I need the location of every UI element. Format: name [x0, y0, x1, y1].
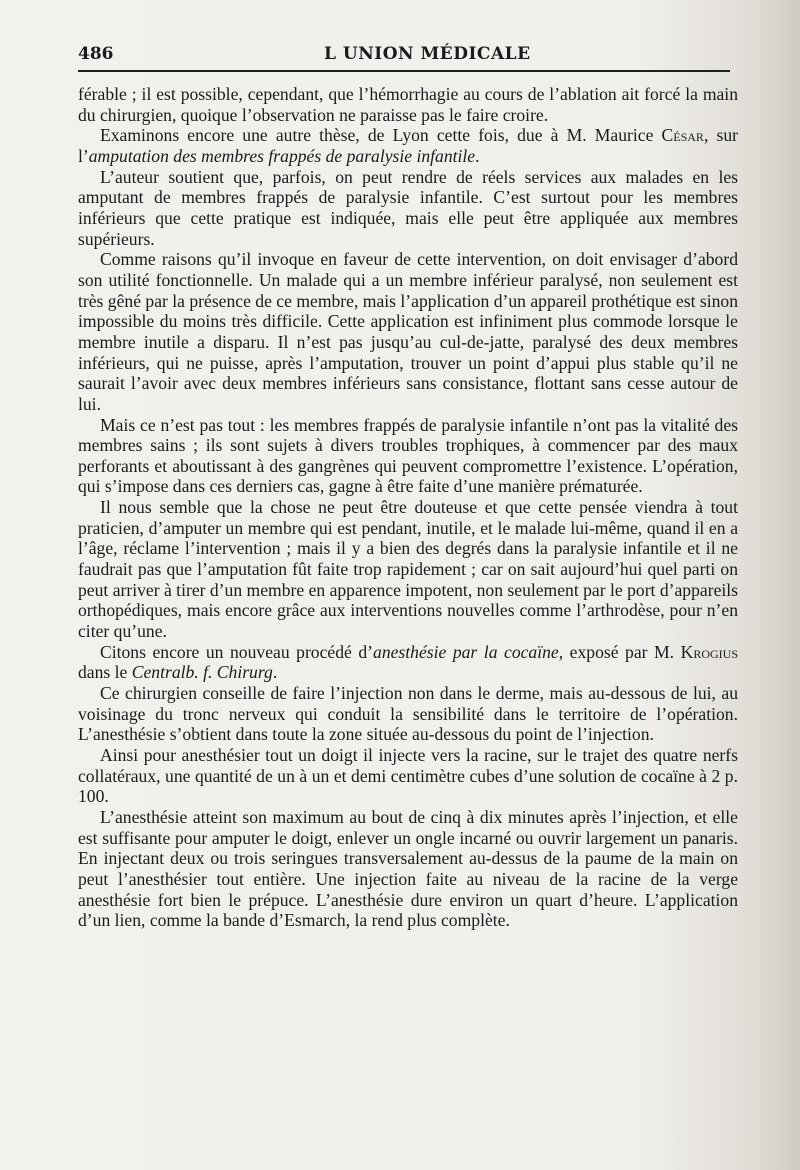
paragraph-2-text: Examinons encore une autre thèse, de Lyon cette fois, due à M. Maurice — [100, 125, 662, 146]
article-body — [78, 84, 738, 931]
paragraph-7 — [78, 642, 738, 683]
paragraph-2-text-mid: , sur l’ — [78, 125, 738, 166]
paragraph-7-text-mid: , exposé par M. — [558, 641, 681, 662]
journal-title: Centralb. f. Chirurg — [131, 662, 273, 683]
paragraph-8: Ce chirurgien conseille de faire l’injection non dans le derme, mais au-dessous de lui, au voisinage du tronc nerveux qui conduit la sensibilité dans le territoire de l’opération. L’anesthésie s’obtient dans toute la zone située au-dessous du point de l’injection. — [78, 683, 738, 745]
paragraph-3: L’auteur soutient que, parfois, on peut rendre de réels services aux malades en les amputant de membres frappés de paralysie infantile. C’est surtout pour les membres inférieurs que cette pratique est indiquée, mais elle peut être appliquée aux membres supérieurs. — [78, 166, 738, 249]
paragraph-1: férable ; il est possible, cependant, que l’hémorrhagie au cours de l’ablation ait forcé la main du chirurgien, quoique l’observation ne paraisse pas le faire croire. — [78, 84, 738, 125]
running-header — [78, 44, 728, 70]
paragraph-7-text-mid2: dans le — [78, 662, 132, 683]
paragraph-4: Comme raisons qu’il invoque en faveur de cette intervention, on doit envisager d’abord son utilité fonctionnelle. Un malade qui a un membre inférieur paralysé, non seulement est très gêné par la présence de ce membre, mais l’application d’un appareil prothétique est sinon impossible du moins très difficile. Cette application est infiniment plus commode lorsque le membre inutile a disparu. Il n’est pas jusqu’au cul-de-jatte, paralysé des deux membres inférieurs, qui ne puisse, après l’amputation, trouver un point d’appui plus stable qu’il ne saurait l’avoir avec deux membres inférieurs sans consistance, flottant sans cesse autour de lui. — [78, 249, 738, 414]
paragraph-9: Ainsi pour anesthésier tout un doigt il injecte vers la racine, sur le trajet des quatre nerfs collatéraux, une quantité de un à un et demi centimètre cubes d’une solution de cocaïne à 2 p. 100. — [78, 745, 738, 807]
running-title: L UNION MÉDICALE — [324, 44, 531, 64]
page-number: 486 — [78, 44, 114, 64]
header-rule — [78, 70, 730, 72]
paragraph-6: Il nous semble que la chose ne peut être douteuse et que cette pensée viendra à tout praticien, d’amputer un membre qui est pendant, inutile, et le malade lui-même, quand il en a l’âge, réclame l’intervention ; mais il y a bien des degrés dans la paralysie infantile et il ne faudrait pas que l’amputation fût faite trop rapidement ; car on sait aujourd’hui quel parti on peut arriver à tirer d’un membre en apparence impotent, non seulement par le port d’appareils orthopédiques, mais encore grâce aux interventions nouvelles comme l’arthrodèse, pour n’en citer qu’une. — [78, 497, 738, 642]
thesis-title: amputation des membres frappés de paralysie infantile — [88, 145, 476, 166]
author-name-cesar: César — [661, 125, 704, 146]
paragraph-2 — [78, 125, 738, 166]
paragraph-7-text: Citons encore un nouveau procédé d’ — [100, 641, 374, 662]
author-name-krogius: Krogius — [680, 641, 739, 662]
paragraph-10: L’anesthésie atteint son maximum au bout de cinq à dix minutes après l’injection, et elle est suffisante pour amputer le doigt, enlever un ongle incarné ou ouvrir largement un panaris. En injectant deux ou trois seringues transversalement au-dessus de la paume de la main on peut l’anesthésier tout entière. Une injection faite au niveau de la racine de la verge anesthésie fort bien le prépuce. L’anesthésie dure environ un quart d’heure. L’application d’un lien, comme la bande d’Esmarch, la rend plus complète. — [78, 806, 738, 931]
paragraph-7-text-end: . — [272, 662, 278, 683]
procedure-title: anesthésie par la cocaïne — [373, 641, 559, 662]
paragraph-5: Mais ce n’est pas tout : les membres frappés de paralysie infantile n’ont pas la vitalité des membres sains ; ils sont sujets à divers troubles trophiques, à commencer par des maux perforants et aboutissant à des gangrènes qui peuvent compromettre l’existence. L’opération, qui s’impose dans ces derniers cas, gagne à être faite d’une manière prématurée. — [78, 414, 738, 497]
paragraph-2-text-end: . — [475, 145, 480, 166]
